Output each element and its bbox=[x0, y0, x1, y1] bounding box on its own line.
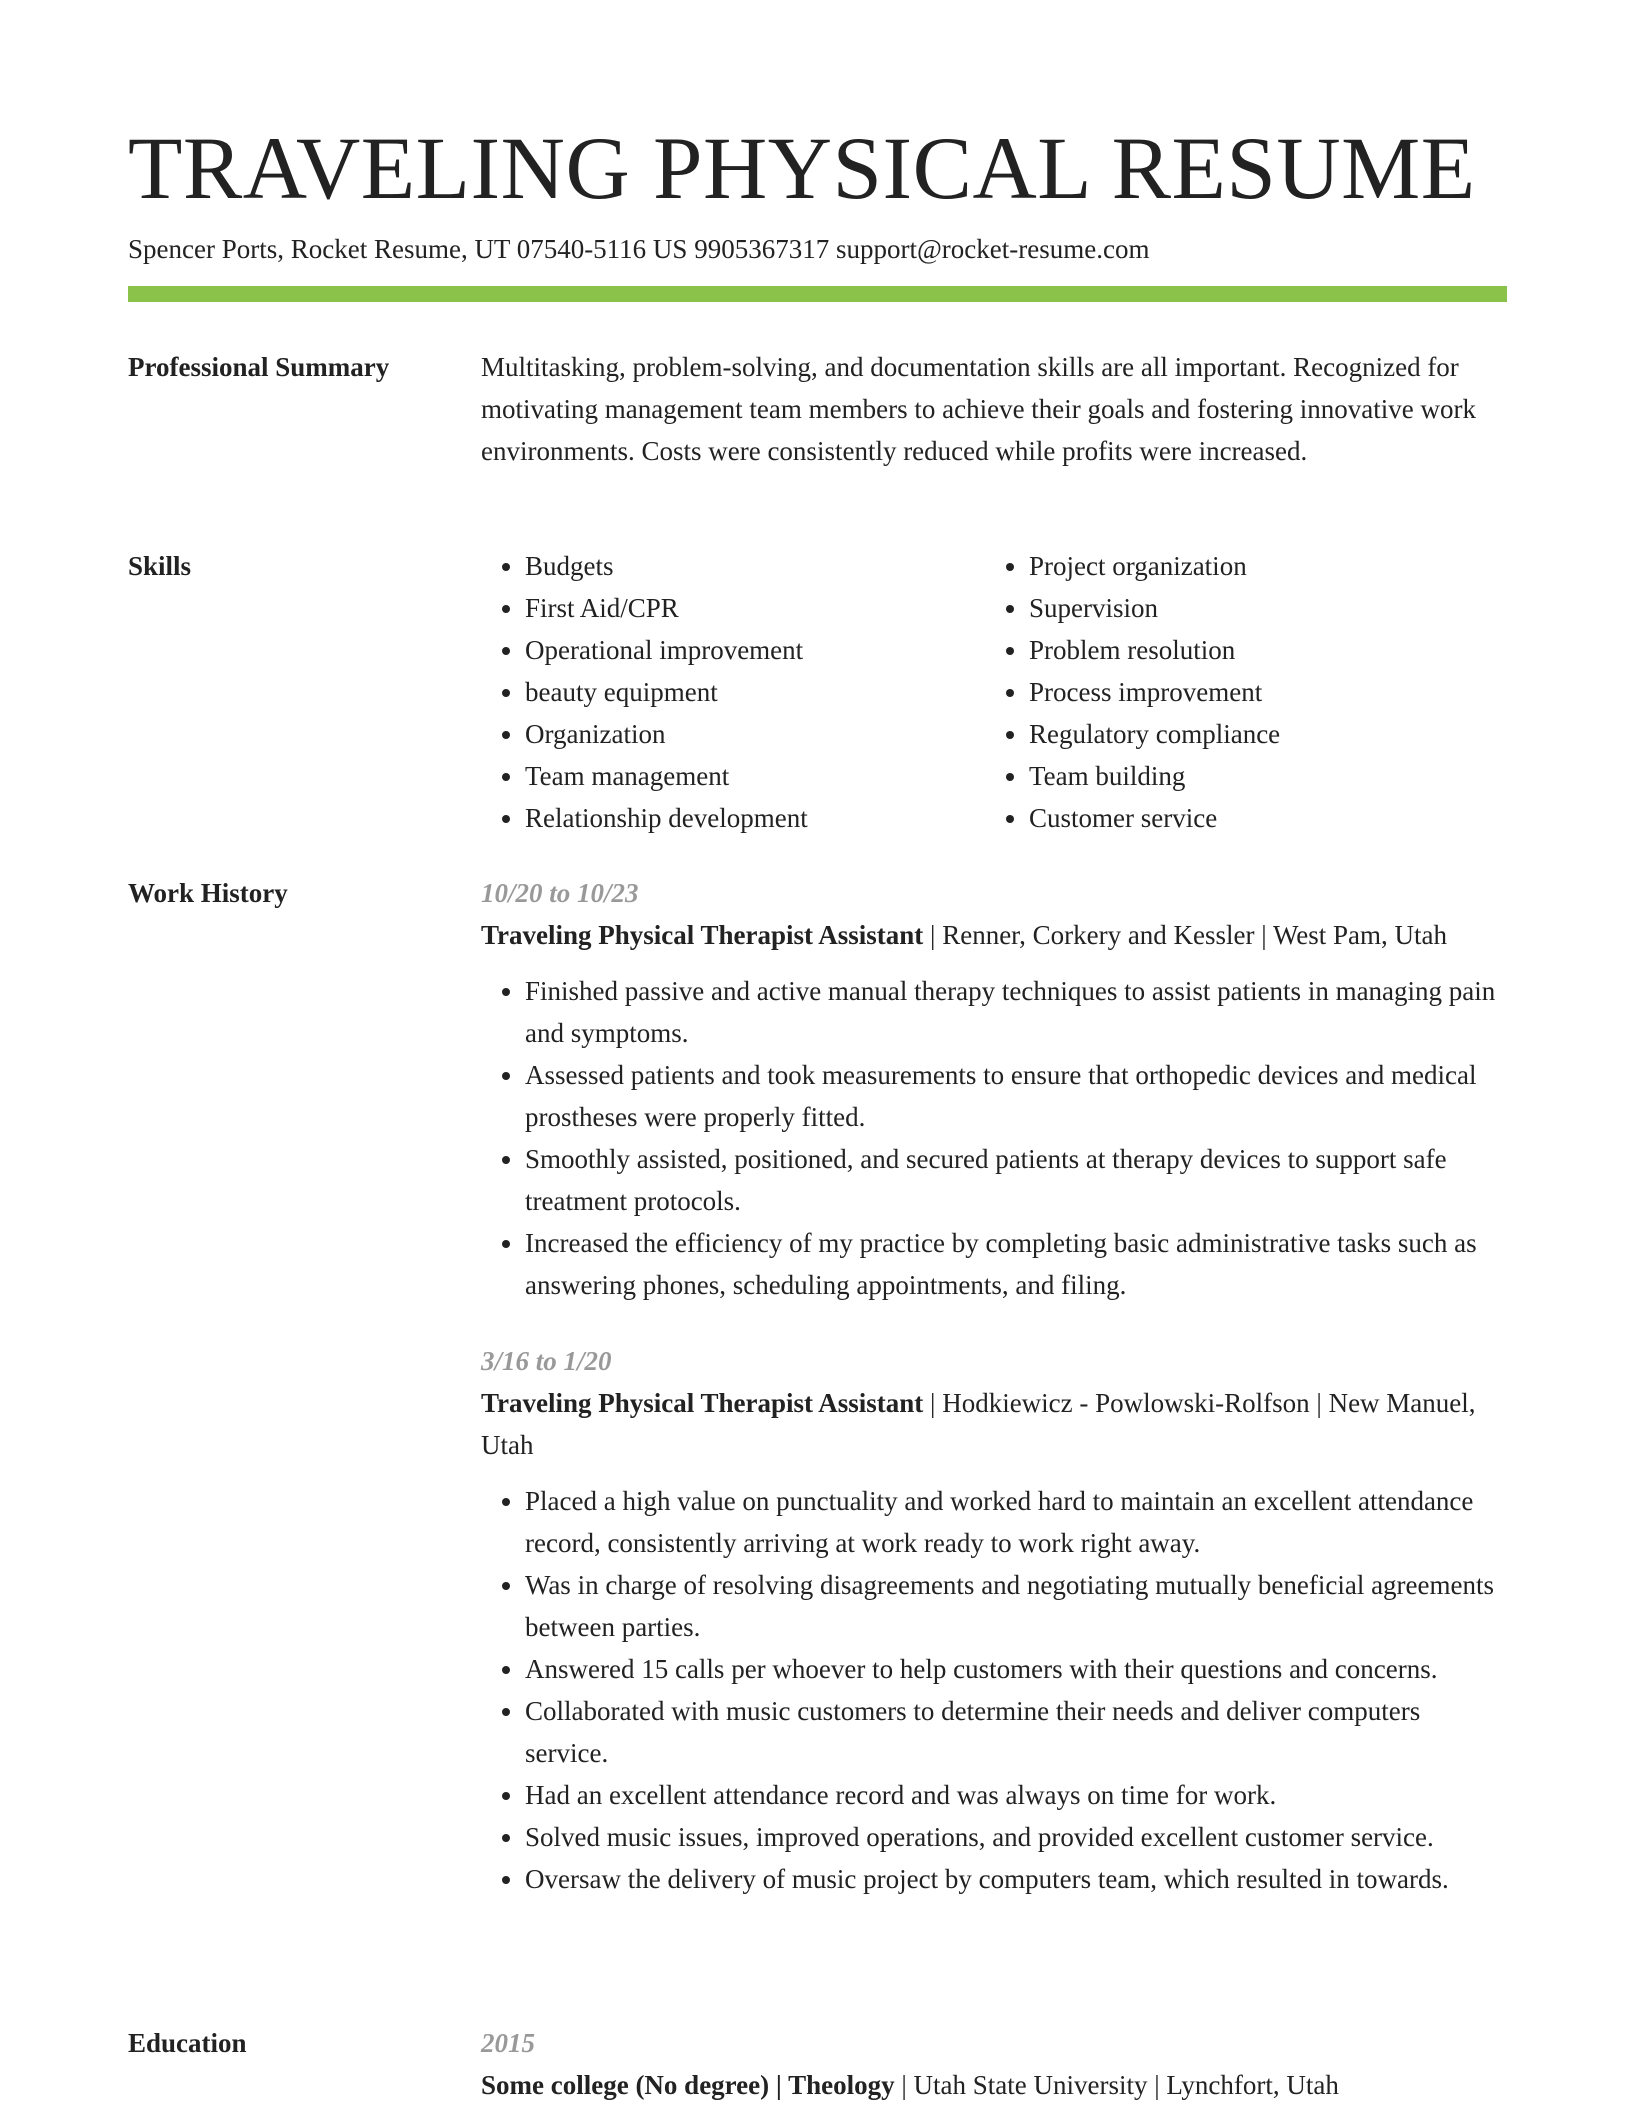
job-duty: • Assessed patients and took measurements to ensure that orthopedic devices and medical prostheses were properly fitted. bbox=[525, 1054, 1507, 1138]
job-employer: | Renner, Corkery and Kessler | West Pam, Utah bbox=[923, 920, 1447, 950]
skills-list bbox=[481, 545, 1507, 839]
work-history-body bbox=[481, 872, 1507, 1900]
job-dates: 3/16 to 1/20 bbox=[481, 1346, 612, 1376]
job-duty: • Smoothly assisted, positioned, and secured patients at therapy devices to support safe treatment protocols. bbox=[525, 1138, 1507, 1222]
summary-text: Multitasking, problem-solving, and documentation skills are all important. Recognized for motivating management team members to achieve their goals and fostering innovative work environments. Costs were consistently reduced while profits were increased. bbox=[481, 352, 1476, 466]
skill-item: • Customer service bbox=[1029, 797, 1489, 839]
education-school: | Utah State University | Lynchfort, Utah bbox=[894, 2070, 1339, 2100]
job-entry bbox=[481, 872, 1507, 1306]
education-heading bbox=[481, 2064, 1507, 2106]
education-body bbox=[481, 2022, 1507, 2106]
job-dates: 10/20 to 10/23 bbox=[481, 878, 639, 908]
skill-item: • Organization bbox=[525, 713, 985, 755]
job-duty: • Answered 15 calls per whoever to help customers with their questions and concerns. bbox=[525, 1648, 1507, 1690]
skills-column-1 bbox=[481, 545, 985, 839]
job-duty: • Had an excellent attendance record and was always on time for work. bbox=[525, 1774, 1507, 1816]
education-year: 2015 bbox=[481, 2028, 535, 2058]
summary-label: Professional Summary bbox=[128, 352, 390, 382]
job-employer: | Hodkiewicz - Powlowski-Rolfson | New Manuel, Utah bbox=[481, 1388, 1476, 1460]
job-duty: • Finished passive and active manual therapy techniques to assist patients in managing pain and symptoms. bbox=[525, 970, 1507, 1054]
job-title: Traveling Physical Therapist Assistant bbox=[481, 920, 924, 950]
skill-item: • Budgets bbox=[525, 545, 985, 587]
skills-column-2 bbox=[985, 545, 1489, 839]
skills-label: Skills bbox=[128, 551, 192, 581]
job-duty: • Oversaw the delivery of music project by computers team, which resulted in towards. bbox=[525, 1858, 1507, 1900]
skill-item: • Operational improvement bbox=[525, 629, 985, 671]
contact-line: Spencer Ports, Rocket Resume, UT 07540-5116 US 9905367317 support@rocket-resume.com bbox=[128, 234, 1150, 264]
education-label: Education bbox=[128, 2028, 247, 2058]
skill-item: • Team management bbox=[525, 755, 985, 797]
job-heading bbox=[481, 1382, 1507, 1466]
job-duty: • Increased the efficiency of my practice by completing basic administrative tasks such as answering phones, scheduling appointments, and filing. bbox=[525, 1222, 1507, 1306]
skill-item: • First Aid/CPR bbox=[525, 587, 985, 629]
job-duty: • Placed a high value on punctuality and worked hard to maintain an excellent attendance record, consistently arriving at work ready to work right away. bbox=[525, 1480, 1507, 1564]
job-duty: • Solved music issues, improved operations, and provided excellent customer service. bbox=[525, 1816, 1507, 1858]
skill-item: • Project organization bbox=[1029, 545, 1489, 587]
work-history-label: Work History bbox=[128, 878, 288, 908]
skill-item: • Relationship development bbox=[525, 797, 985, 839]
job-duty: • Was in charge of resolving disagreements and negotiating mutually beneficial agreements between parties. bbox=[525, 1564, 1507, 1648]
accent-divider bbox=[128, 286, 1507, 302]
skill-item: • Team building bbox=[1029, 755, 1489, 797]
job-heading bbox=[481, 914, 1507, 956]
skill-item: • Regulatory compliance bbox=[1029, 713, 1489, 755]
skill-item: • Supervision bbox=[1029, 587, 1489, 629]
job-duties bbox=[481, 1480, 1507, 1900]
skill-item: • beauty equipment bbox=[525, 671, 985, 713]
resume-title: TRAVELING PHYSICAL RESUME bbox=[128, 120, 1476, 218]
job-duties bbox=[481, 970, 1507, 1306]
skill-item: • Problem resolution bbox=[1029, 629, 1489, 671]
skill-item: • Process improvement bbox=[1029, 671, 1489, 713]
job-title: Traveling Physical Therapist Assistant bbox=[481, 1388, 924, 1418]
job-entry bbox=[481, 1340, 1507, 1900]
education-degree: Some college (No degree) | Theology bbox=[481, 2070, 895, 2100]
job-duty: • Collaborated with music customers to determine their needs and deliver computers service. bbox=[525, 1690, 1507, 1774]
